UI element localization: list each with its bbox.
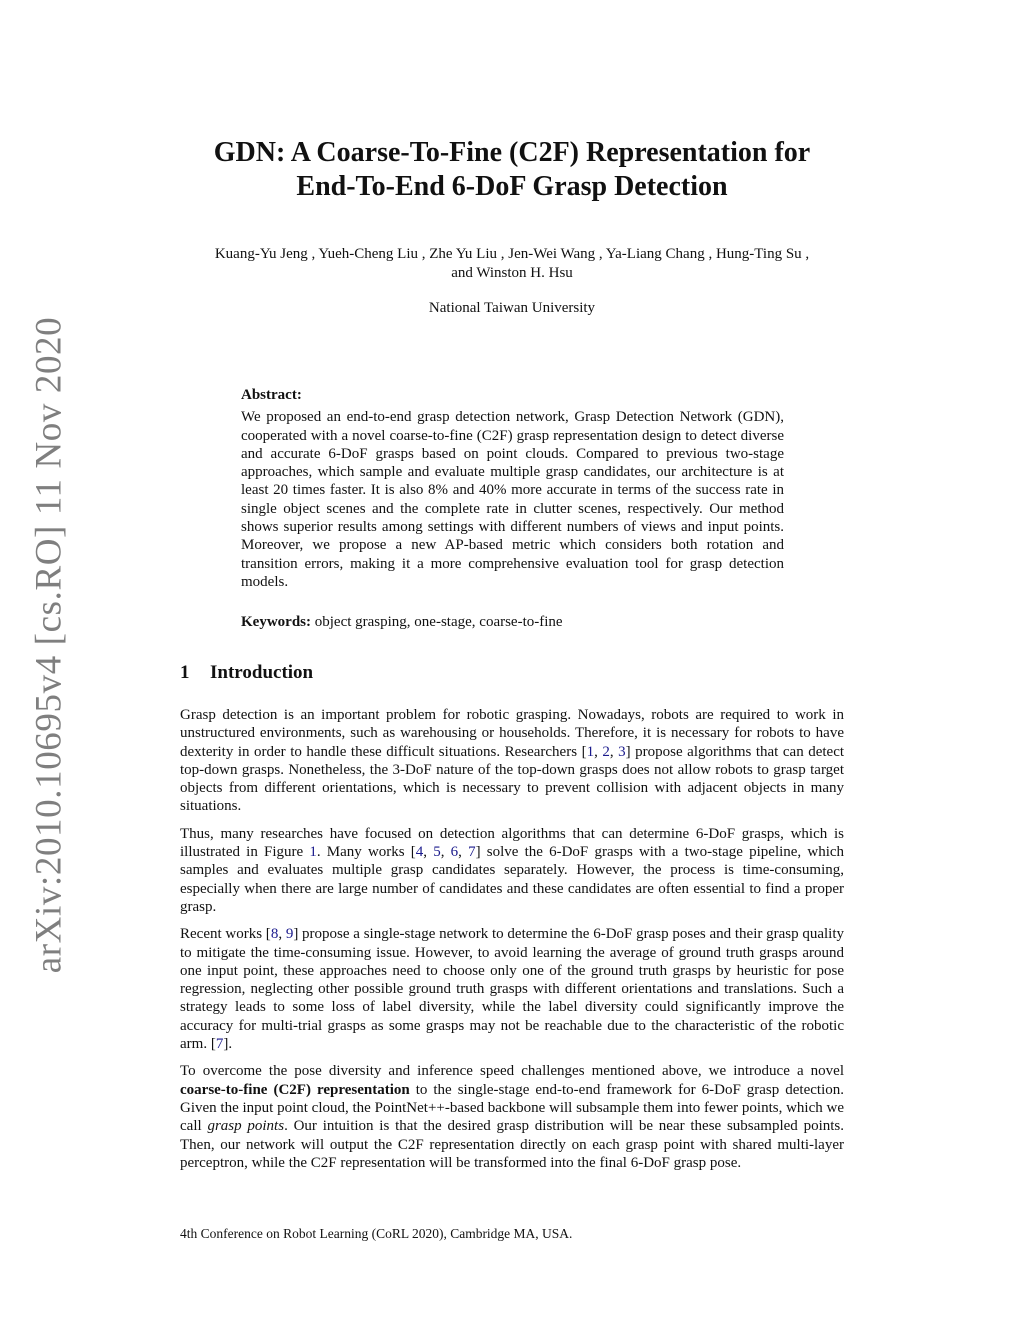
paper-title	[180, 136, 844, 204]
citation-separator: ,	[458, 844, 469, 861]
paper-title-line-2: End-To-End 6-DoF Grasp Detection	[296, 171, 728, 202]
paragraph-4-italic-term: grasp points	[207, 1118, 285, 1135]
paragraph-4-text-a: To overcome the pose diversity and inference speed challenges mentioned above, we introduce a novel	[180, 1063, 844, 1080]
citation-link-8[interactable]: 8	[270, 926, 279, 943]
section-heading-introduction	[180, 661, 313, 685]
paragraph-2	[180, 825, 844, 916]
citation-link-2[interactable]: 2	[602, 743, 610, 760]
section-number: 1	[180, 662, 190, 683]
section-title: Introduction	[210, 662, 314, 683]
citation-link-6[interactable]: 6	[450, 844, 459, 861]
paragraph-3-text-c: ].	[223, 1036, 233, 1053]
citation-link-1[interactable]: 1	[586, 743, 595, 760]
paragraph-4-bold-term: coarse-to-fine (C2F) representation	[180, 1081, 410, 1098]
paragraph-1	[180, 706, 844, 816]
keywords-label: Keywords:	[241, 614, 311, 630]
paper-title-line-1: GDN: A Coarse-To-Fine (C2F) Representation for	[213, 137, 811, 168]
paragraph-2-text-b: . Many works [	[316, 844, 416, 861]
paragraph-1-text-a: Grasp detection is an important problem for robotic grasping. Nowadays, robots are required to work in unstructured environments, such as warehousing or households. Therefore, it is necessary for robots to have dexterity in order to handle these difficult situations. Researchers [	[180, 707, 844, 760]
citation-link-5[interactable]: 5	[433, 844, 441, 861]
author-list	[180, 245, 844, 283]
abstract	[241, 386, 784, 591]
citation-separator: ,	[278, 926, 286, 943]
paragraph-4-text-c: . Our intuition is that the desired grasp distribution will be near these subsampled points. Then, our network will output the C2F representation directly on each grasp point with shared multi-layer perceptron, while the C2F representation will be transformed into the final 6-DoF grasp pose.	[180, 1118, 844, 1171]
keywords-value: object grasping, one-stage, coarse-to-fine	[314, 614, 563, 630]
citation-separator: ,	[423, 844, 434, 861]
citation-separator: ,	[440, 844, 451, 861]
citation-link-4[interactable]: 4	[415, 844, 424, 861]
paragraph-4	[180, 1062, 844, 1172]
citation-separator: ,	[594, 743, 603, 760]
author-list-line-1: Kuang-Yu Jeng , Yueh-Cheng Liu , Zhe Yu Liu , Jen-Wei Wang , Ya-Liang Chang , Hung-Ting Su ,	[214, 246, 810, 262]
citation-link-9[interactable]: 9	[285, 926, 294, 943]
paragraph-1-text-b: ] propose algorithms that can detect top-down grasps. Nonetheless, the 3-DoF nature of the top-down grasps does not allow robots to grasp target objects from different orientations, which is necessary to prevent collision with adjacent objects in many situations.	[180, 743, 845, 815]
author-list-line-2: and Winston H. Hsu	[451, 265, 573, 281]
affiliation: National Taiwan University	[428, 300, 596, 316]
citation-separator: ,	[609, 743, 619, 760]
abstract-heading: Abstract:	[241, 387, 302, 403]
citation-link-7-repeat[interactable]: 7	[215, 1036, 224, 1053]
paragraph-3-text-b: ] propose a single-stage network to determine the 6-DoF grasp poses and their grasp quality to mitigate the time-consuming issue. However, to avoid learning the average of ground truth grasps around one input point, these approaches need to choose only one of the ground truth grasps by heuristic for pose regression, neglecting other possible ground truth grasps with different orientations and translations. Such a strategy leads to some loss of label diversity, while the label diversity could significantly improve the accuracy for multi-trial grasps as some grasps may not be reachable due to the characteristic of the robotic arm. [	[180, 926, 845, 1053]
paragraph-3-text-a: Recent works [	[180, 926, 271, 943]
conference-footer: 4th Conference on Robot Learning (CoRL 2020), Cambridge MA, USA.	[180, 1226, 573, 1241]
citation-link-3[interactable]: 3	[618, 743, 626, 760]
keywords	[241, 613, 784, 631]
abstract-body: We proposed an end-to-end grasp detection network, Grasp Detection Network (GDN), cooperated with a novel coarse-to-fine (C2F) grasp representation design to detect diverse and accurate 6-DoF grasps based on point clouds. Compared to previous two-stage approaches, which sample and evaluate multiple grasp candidates, our architecture is at least 20 times faster. It is also 8% and 40% more accurate in terms of the success rate in single object scenes and the complete rate in clutter scenes, respectively. Our method shows superior results among settings with different numbers of views and input points. Moreover, we propose a new AP-based metric which considers both rotation and transition errors, making it a more comprehensive evaluation tool for grasp detection models.	[241, 409, 784, 590]
arxiv-identifier-stamp: arXiv:2010.10695v4 [cs.RO] 11 Nov 2020	[28, 316, 70, 974]
paragraph-4-text-b: to the single-stage end-to-end framework for 6-DoF grasp detection. Given the input point cloud, the PointNet++-based backbone will subsample them into fewer points, which we call	[180, 1081, 844, 1135]
figure-link-1[interactable]: 1	[309, 844, 317, 861]
introduction-body	[180, 706, 844, 1181]
citation-link-7[interactable]: 7	[468, 844, 476, 861]
paragraph-3	[180, 925, 844, 1053]
paragraph-2-text-a: Thus, many researches have focused on detection algorithms that can determine 6-DoF grasps, which is illustrated in Figure	[180, 825, 844, 861]
paragraph-2-text-c: ] solve the 6-DoF grasps with a two-stage pipeline, which samples and evaluates multiple grasp candidates separately. However, the process is time-consuming, especially when there are large number of candidates and these candidates are often essential to find a proper grasp.	[180, 844, 845, 915]
